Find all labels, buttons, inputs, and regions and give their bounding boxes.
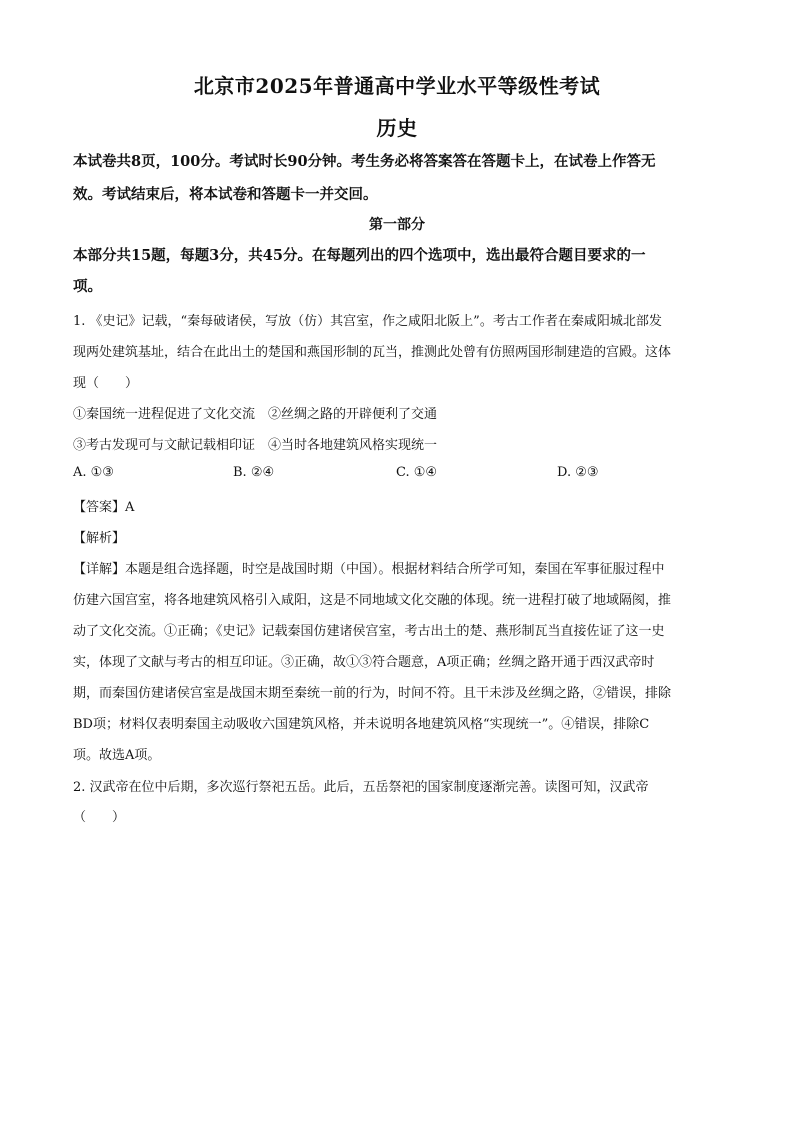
q1-stem-line-1: 1. 《史记》记载，“秦每破诸侯，写放（仿）其宫室，作之咸阳北阪上”。考古工作者在秦咸阳城北部发 [73,314,662,329]
q1-analysis-label: 【解析】 [73,531,126,546]
q1-detail-line-3: 动了文化交流。①正确；《史记》记载秦国仿建诸侯宫室，考古出土的楚、燕形制瓦当直接佐证了这一史 [73,624,665,639]
q1-detail-line-2: 仿建六国宫室，将各地建筑风格引入咸阳，这是不同地域文化交融的体现。统一进程打破了地域隔阂，推 [73,593,672,608]
q1-option-a: A. ①③ [73,465,114,480]
q2-stem-line-1: 2. 汉武帝在位中后期，多次巡行祭祀五岳。此后，五岳祭祀的国家制度逐渐完善。读图可知，汉武帝 [73,780,649,795]
q1-option-d: D. ②③ [557,465,599,480]
q2-stem-line-2: （ ） [73,810,126,825]
part-heading: 第一部分 [369,217,425,233]
q1-stem-line-3: 现（ ） [73,376,139,391]
exam-title: 北京市2025年普通高中学业水平等级性考试 [193,74,601,98]
q1-detail-line-7: 项。故选A项。 [73,748,161,763]
part-desc-line-2: 项。 [73,278,102,295]
intro-line-2: 效。考试结束后，将本试卷和答题卡一并交回。 [73,186,378,203]
q1-option-b: B. ②④ [233,465,275,480]
q1-item-line-1: ①秦国统一进程促进了文化交流 ②丝绸之路的开辟便利了交通 [73,407,438,422]
q1-detail-line-6: BD项；材料仅表明秦国主动吸收六国建筑风格，并未说明各地建筑风格“实现统一”。④错误，排除C [73,717,650,732]
q1-detail-line-4: 实，体现了文献与考古的相互印证。③正确，故①③符合题意，A项正确；丝绸之路开通于西汉武帝时 [73,655,655,670]
q1-option-c: C. ①④ [396,465,438,480]
intro-line-1: 本试卷共8页，100分。考试时长90分钟。考生务必将答案答在答题卡上，在试卷上作答无 [73,153,656,170]
q1-stem-line-2: 现两处建筑基址，结合在此出土的楚国和燕国形制的瓦当，推测此处曾有仿照两国形制建造的宫殿。这体 [73,345,672,360]
part-desc-line-1: 本部分共15题，每题3分，共45分。在每题列出的四个选项中，选出最符合题目要求的一 [73,247,646,264]
q1-detail-line-5: 期，而秦国仿建诸侯宫室是战国末期至秦统一前的行为，时间不符。且干未涉及丝绸之路，②错误，排除 [73,686,672,701]
q1-answer: 【答案】A [73,500,135,515]
q1-item-line-2: ③考古发现可与文献记载相印证 ④当时各地建筑风格实现统一 [73,438,438,453]
q1-detail-line-1: 【详解】本题是组合选择题，时空是战国时期（中国）。根据材料结合所学可知，秦国在军事征服过程中 [73,562,665,577]
subject-title: 历史 [376,116,418,140]
